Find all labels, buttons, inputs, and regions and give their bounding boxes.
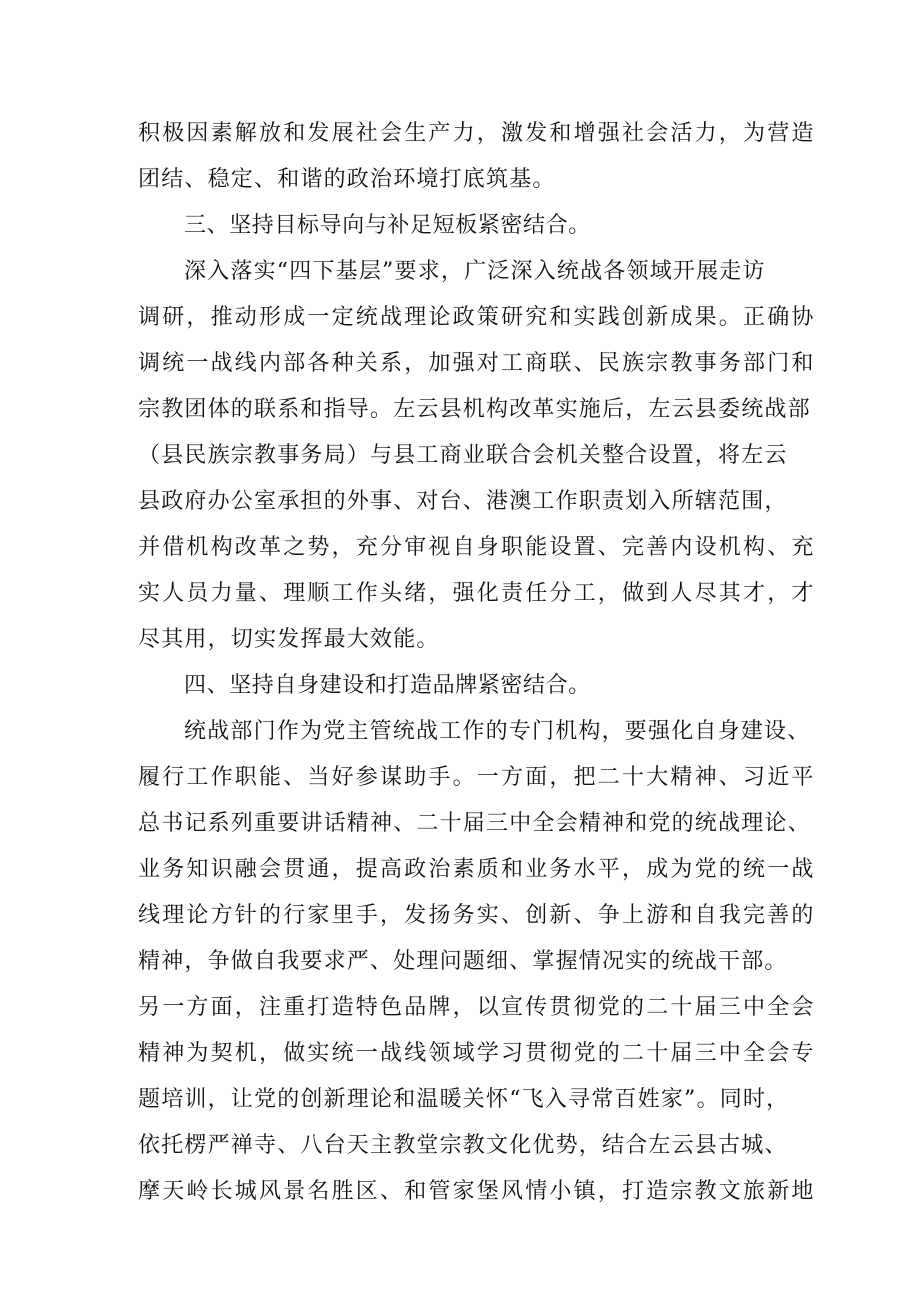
body-text-line: 积极因素解放和发展社会生产力，激发和增强社会活力，为营造	[138, 121, 816, 146]
body-text-line: 实人员力量、理顺工作头绪，强化责任分工，做到人尽其才，才	[138, 581, 816, 606]
body-text-line: 尽其用，切实发挥最大效能。	[138, 627, 440, 652]
body-text-line: 线理论方针的行家里手，发扬务实、创新、争上游和自我完善的	[138, 903, 816, 928]
section-heading-3: 三、坚持目标导向与补足短板紧密结合。	[184, 213, 591, 238]
body-text-line: 履行工作职能、当好参谋助手。一方面，把二十大精神、习近平	[138, 765, 816, 790]
body-text-line: 摩天岭长城风景名胜区、和管家堡风情小镇，打造宗教文旅新地	[138, 1179, 816, 1204]
body-text-line: 另一方面，注重打造特色品牌，以宣传贯彻党的二十届三中全会	[138, 995, 816, 1020]
body-text-line: 依托楞严禅寺、八台天主教堂宗教文化优势，结合左云县古城、	[138, 1133, 788, 1158]
body-text-line: 精神，争做自我要求严、处理问题细、掌握情况实的统战干部。	[138, 949, 788, 974]
body-text-line: 统战部门作为党主管统战工作的专门机构，要强化自身建设、	[184, 719, 811, 744]
body-text-line: 宗教团体的联系和指导。左云县机构改革实施后，左云县委统战部	[138, 397, 811, 422]
body-text-line: 深入落实“四下基层”要求，广泛深入统战各领域开展走访	[184, 259, 766, 284]
body-text-line: 调统一战线内部各种关系，加强对工商联、民族宗教事务部门和	[138, 351, 816, 376]
body-text-line: 县政府办公室承担的外事、对台、港澳工作职责划入所辖范围，	[138, 489, 788, 514]
body-text-line: 业务知识融会贯通，提高政治素质和业务水平，成为党的统一战	[138, 857, 816, 882]
section-heading-4: 四、坚持自身建设和打造品牌紧密结合。	[184, 673, 591, 698]
body-text-line: 总书记系列重要讲话精神、二十届三中全会精神和党的统战理论、	[138, 811, 811, 836]
body-text-line: 团结、稳定、和谐的政治环境打底筑基。	[138, 167, 556, 192]
body-text-line: 精神为契机，做实统一战线领域学习贯彻党的二十届三中全会专	[138, 1041, 816, 1066]
body-text-line: （县民族宗教事务局）与县工商业联合会机关整合设置，将左云	[138, 443, 788, 468]
body-text-line: 调研，推动形成一定统战理论政策研究和实践创新成果。正确协	[138, 305, 816, 330]
body-text-line: 题培训，让党的创新理论和温暖关怀“飞入寻常百姓家”。同时，	[138, 1087, 790, 1112]
body-text-line: 并借机构改革之势，充分审视自身职能设置、完善内设机构、充	[138, 535, 816, 560]
